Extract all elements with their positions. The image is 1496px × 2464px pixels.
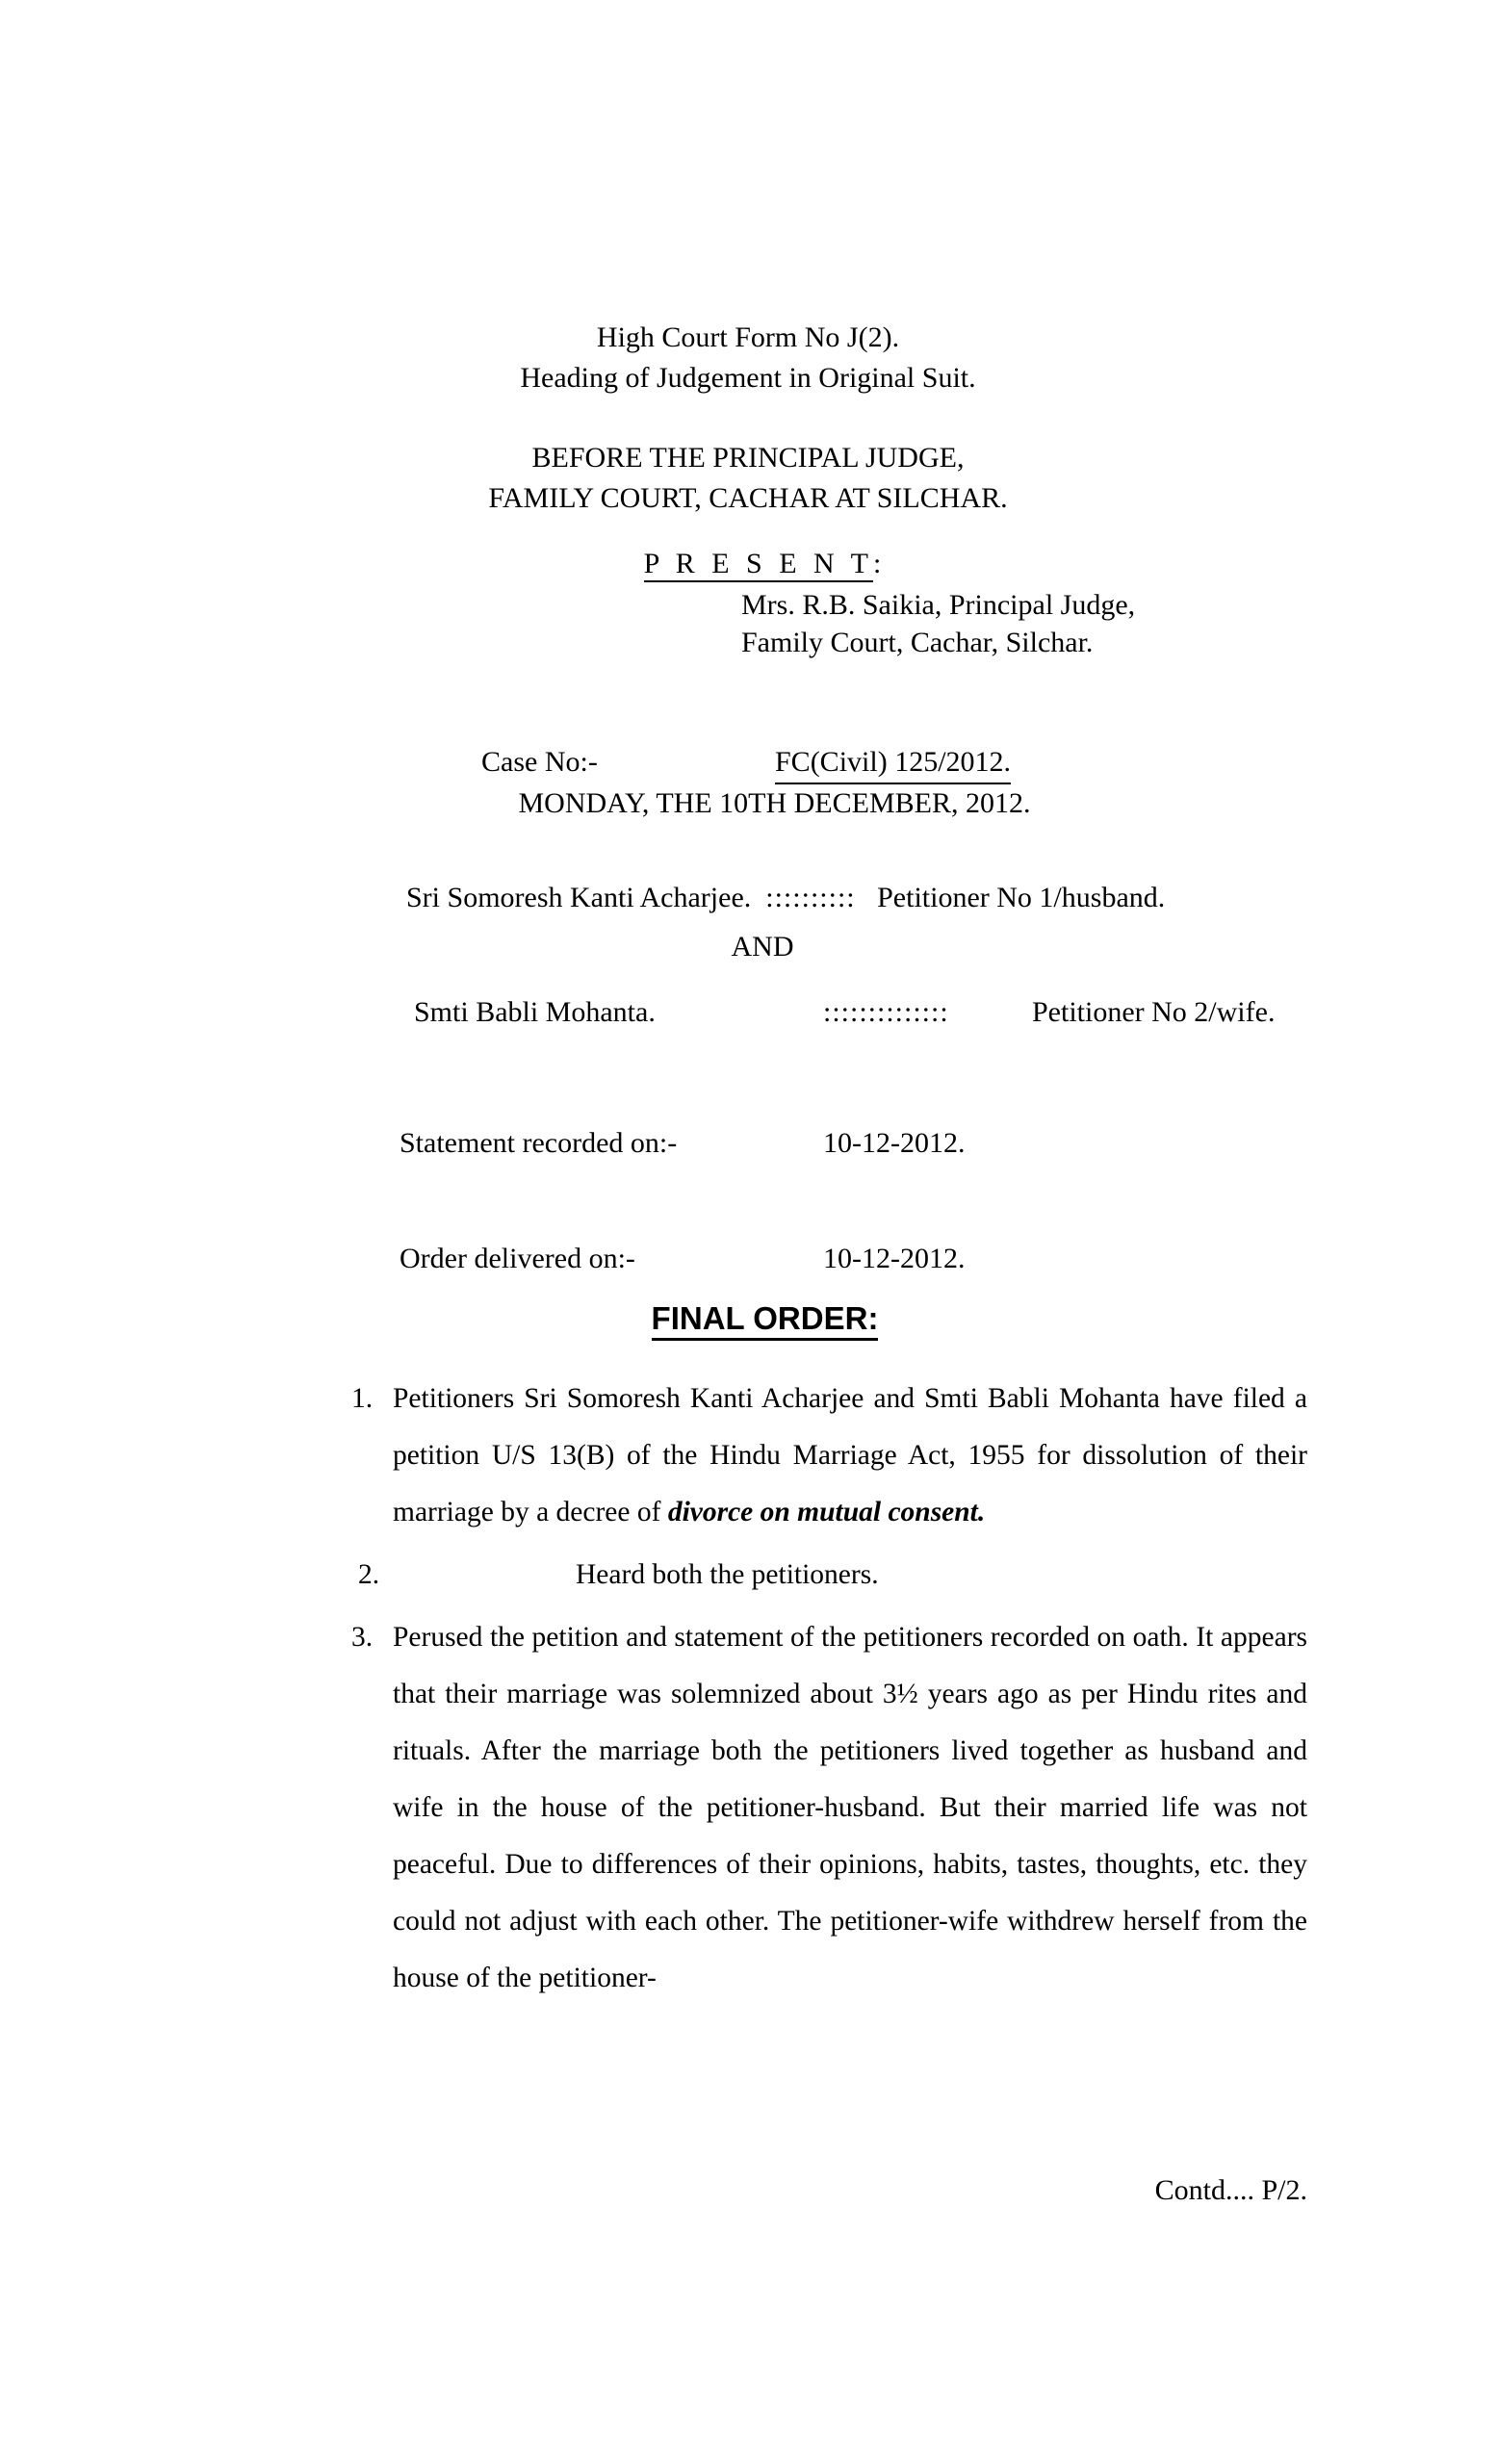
case-date-line: MONDAY, THE 10TH DECEMBER, 2012. — [518, 787, 1031, 819]
order-delivered-label: Order delivered on:- — [400, 1243, 635, 1274]
order-item-3-text: Perused the petition and statement of the petitioners recorded on oath. It appears that their marriage was solemnized about 3½ years ago as per Hindu rites and rituals. After the marriage both the petitioners lived together as husband and wife in the house of the petitioner-husband. But their married life was not peaceful. Due to differences of their opinions, habits, tastes, thoughts, etc. they could not adjust with each other. The petitioner-wife withdrew herself from the house of the petitioner- — [393, 1622, 1307, 1993]
petitioner-1-dots: :::::::::: — [765, 882, 856, 913]
order-item-2-text — [393, 1547, 1307, 1604]
petitioner-1-name: Sri Somoresh Kanti Acharjee. — [406, 882, 752, 913]
court-line-1: BEFORE THE PRINCIPAL JUDGE, — [531, 442, 965, 474]
petitioner-1-row — [406, 879, 1165, 917]
statement-recorded-label: Statement recorded on:- — [400, 1127, 678, 1159]
petitioner-2-name: Smti Babli Mohanta. — [414, 996, 656, 1028]
continuation-note: Contd.... P/2. — [1154, 2174, 1307, 2206]
form-masthead — [0, 318, 1496, 398]
parties-conjunction: AND — [731, 931, 794, 962]
order-item-2-number: 2. — [358, 1559, 380, 1590]
order-item-3-number: 3. — [351, 1622, 374, 1653]
petitioner-2-dots: :::::::::::::: — [823, 996, 949, 1028]
judge-court-line: Family Court, Cachar, Silchar. — [741, 627, 1094, 658]
present-block — [0, 546, 1496, 661]
order-item-1-number: 1. — [351, 1383, 374, 1414]
present-label-text: P R E S E N T — [644, 548, 873, 582]
form-number-line: High Court Form No J(2). — [596, 321, 900, 353]
order-item-2-body: Heard both the petitioners. — [576, 1559, 879, 1590]
petitioner-1-role: Petitioner No 1/husband. — [877, 882, 1166, 913]
present-label — [0, 546, 1496, 582]
judge-name-line: Mrs. R.B. Saikia, Principal Judge, — [741, 589, 1136, 621]
order-item-1 — [351, 1371, 1307, 1541]
presiding-judge-block — [0, 586, 1496, 661]
form-heading-line: Heading of Judgement in Original Suit. — [520, 362, 976, 394]
order-item-1-body: Petitioners Sri Somoresh Kanti Acharjee and Smti Babli Mohanta have filed a petition U/S 13(B) of the Hindu Marriage Act, 1955 for dissolution of their marriage by a decree of — [393, 1383, 1307, 1527]
case-number-label: Case No:- — [481, 746, 598, 778]
present-label-colon: : — [873, 548, 882, 579]
order-item-1-text — [393, 1371, 1307, 1541]
order-delivered-value: 10-12-2012. — [823, 1243, 966, 1274]
court-block — [0, 438, 1496, 519]
court-line-2: FAMILY COURT, CACHAR AT SILCHAR. — [488, 482, 1008, 514]
order-items — [351, 1371, 1307, 2007]
case-number-value: FC(Civil) 125/2012. — [775, 743, 1011, 784]
final-order-heading-text: FINAL ORDER: — [652, 1300, 879, 1341]
order-item-2 — [351, 1547, 1307, 1604]
order-item-1-emphasis: divorce on mutual consent. — [667, 1497, 986, 1527]
order-item-3 — [351, 1609, 1307, 2007]
final-order-heading — [0, 1297, 1496, 1340]
statement-recorded-value: 10-12-2012. — [823, 1127, 966, 1159]
petitioner-2-role: Petitioner No 2/wife. — [1032, 996, 1276, 1028]
